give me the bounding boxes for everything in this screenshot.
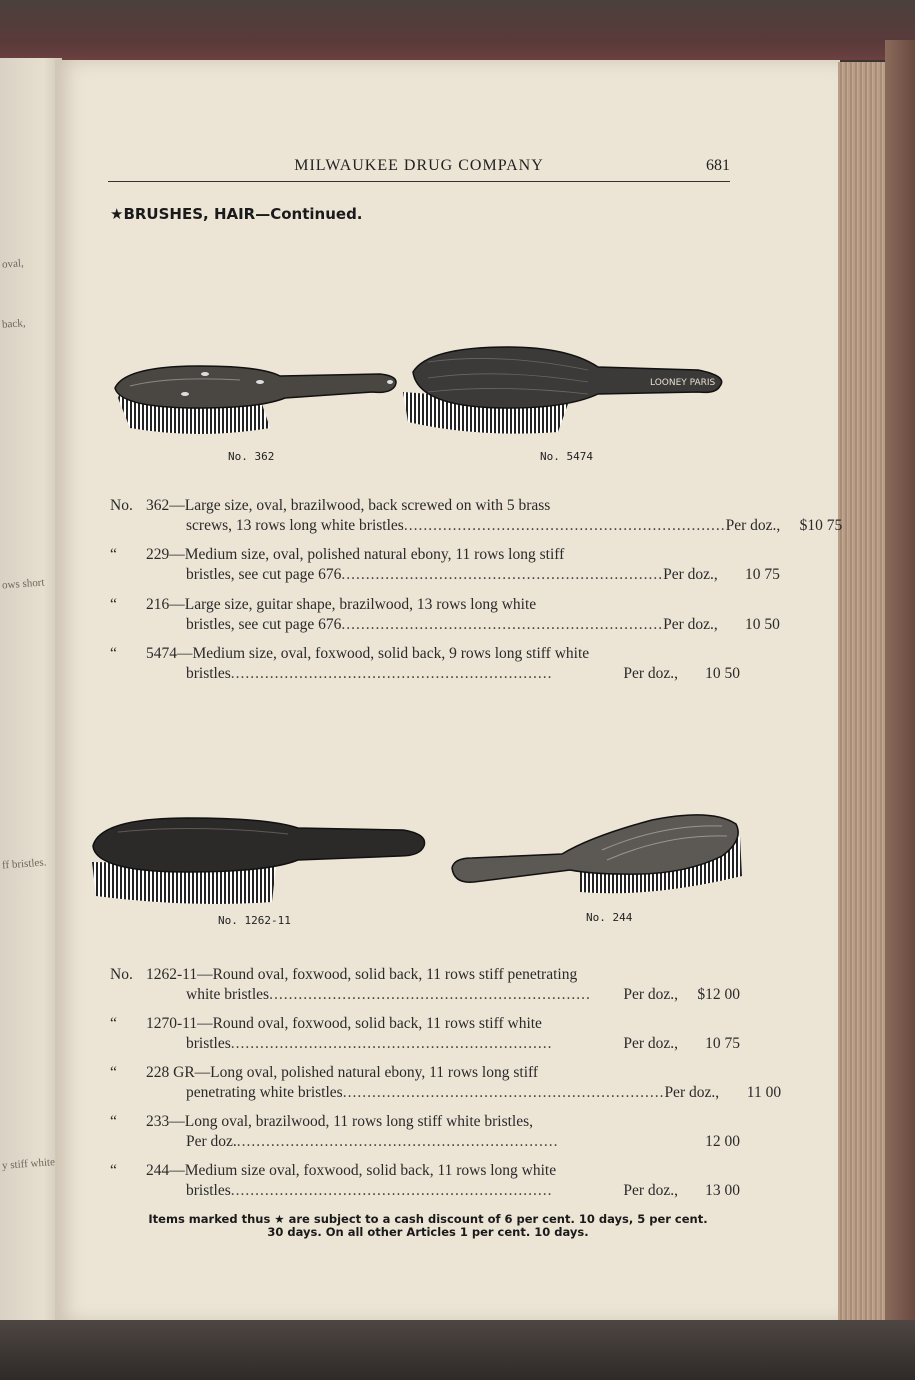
entry-price: $12 00 (697, 986, 740, 1003)
entry-price: 10 75 (705, 1035, 740, 1052)
entry-prefix: “ (110, 1162, 117, 1179)
list-item: “ 5474—Medium size, oval, foxwood, solid back, 9 rows long stiff white bristles .................................................................. Per doz., 10 50 (110, 645, 740, 682)
brush-1262-11-illustration (88, 810, 430, 908)
entry-description-cont: white bristles (186, 986, 270, 1003)
section-title: ★BRUSHES, HAIR—Continued. (110, 205, 363, 223)
image-label-5474: No. 5474 (540, 450, 593, 463)
entry-price: 12 00 (705, 1133, 740, 1150)
entry-prefix: “ (110, 1113, 117, 1130)
entry-unit: Per doz., (664, 1084, 720, 1101)
entry-prefix: “ (110, 1015, 117, 1032)
brush-244-illustration (452, 806, 744, 898)
list-item: “ 229—Medium size, oval, polished natural ebony, 11 rows long stiff bristles, see cut page 676 .................................................................. Per doz., 10 75 (110, 546, 780, 583)
page-number: 681 (706, 157, 730, 174)
discount-note-line1: Items marked thus ★ are subject to a cash discount of 6 per cent. 10 days, 5 per cent. (148, 1212, 708, 1226)
running-head (108, 157, 730, 182)
entry-description: 216—Large size, guitar shape, brazilwood, 13 rows long white (146, 596, 537, 613)
entry-description-cont: Per doz. (186, 1133, 237, 1150)
entry-prefix: No. (110, 497, 133, 514)
book-cover-top (0, 0, 915, 60)
entry-unit: Per doz., (623, 1182, 678, 1199)
entry-prefix: “ (110, 596, 117, 613)
entry-prefix: No. (110, 966, 133, 983)
brush-5474-illustration (398, 342, 728, 438)
discount-note (108, 1213, 748, 1239)
entry-unit: Per doz., (725, 517, 781, 534)
book-bottom (0, 1320, 915, 1380)
book-cover-edge (885, 40, 915, 1360)
entry-description-cont: penetrating white bristles (186, 1084, 343, 1101)
entry-description: 229—Medium size, oval, polished natural ebony, 11 rows long stiff (146, 546, 565, 563)
entry-description-cont: bristles, see cut page 676 (186, 566, 342, 583)
entry-price: 10 50 (705, 665, 740, 682)
brush-5474-stamp: LOONEY PARIS (650, 378, 716, 388)
entry-price: 13 00 (705, 1182, 740, 1199)
entry-price: $10 75 (799, 517, 843, 534)
list-item: “ 216—Large size, guitar shape, brazilwood, 13 rows long white bristles, see cut page 676 .................................................................. Per doz., 10 50 (110, 596, 780, 633)
list-item: “ 228 GR—Long oval, polished natural ebony, 11 rows long stiff penetrating white bristles .................................................................. Per doz., 11 00 (110, 1064, 782, 1101)
list-item: “ 233—Long oval, brazilwood, 11 rows long stiff white bristles, Per doz. .................................................................. 12 00 (110, 1113, 740, 1150)
entry-description-cont: bristles (186, 1035, 231, 1052)
running-title: MILWAUKEE DRUG COMPANY (294, 157, 544, 174)
list-item: “ 1270-11—Round oval, foxwood, solid back, 11 rows stiff white bristles .................................................................. Per doz., 10 75 (110, 1015, 740, 1052)
list-item: No. 362—Large size, oval, brazilwood, back screwed on with 5 brass screws, 13 rows long white bristles .................................................................. Per doz., $10 75 (110, 497, 843, 534)
entry-description: 362—Large size, oval, brazilwood, back screwed on with 5 brass (146, 497, 551, 514)
list-item: No. 1262-11—Round oval, foxwood, solid back, 11 rows stiff penetrating white bristles .................................................................. Per doz., $12 00 (110, 966, 740, 1003)
entry-unit: Per doz., (663, 566, 718, 583)
entry-description: 1270-11—Round oval, foxwood, solid back, 11 rows stiff white (146, 1015, 542, 1032)
entry-price: 10 50 (744, 616, 780, 633)
entry-description: 228 GR—Long oval, polished natural ebony, 11 rows long stiff (146, 1064, 539, 1081)
image-label-362: No. 362 (228, 450, 275, 463)
entry-prefix: “ (110, 1064, 117, 1081)
brush-362-illustration (110, 358, 400, 440)
list-item: “ 244—Medium size oval, foxwood, solid back, 11 rows long white bristles .................................................................. Per doz., 13 00 (110, 1162, 740, 1199)
entry-description-cont: bristles (186, 665, 231, 682)
entry-description: 244—Medium size oval, foxwood, solid back, 11 rows long white (146, 1162, 557, 1179)
entry-unit: Per doz., (623, 665, 678, 682)
entry-prefix: “ (110, 546, 117, 563)
entry-description-cont: screws, 13 rows long white bristles (186, 517, 404, 534)
facing-page-edge: oval, back, ows short ff bristles. y stiff white (0, 58, 62, 1348)
entry-description-cont: bristles, see cut page 676 (186, 616, 342, 633)
image-label-1262-11: No. 1262-11 (218, 914, 291, 927)
entry-price: 10 75 (744, 566, 780, 583)
entry-description: 5474—Medium size, oval, foxwood, solid back, 9 rows long stiff white (146, 645, 590, 662)
entry-description: 233—Long oval, brazilwood, 11 rows long stiff white bristles, (146, 1113, 534, 1130)
entry-unit: Per doz., (623, 1035, 678, 1052)
entry-unit: Per doz., (663, 616, 718, 633)
entry-price: 11 00 (746, 1084, 782, 1101)
entry-unit: Per doz., (623, 986, 678, 1003)
entry-prefix: “ (110, 645, 117, 662)
entry-description: 1262-11—Round oval, foxwood, solid back, 11 rows stiff penetrating (146, 966, 578, 983)
discount-note-line2: 30 days. On all other Articles 1 per cent. 10 days. (267, 1225, 589, 1239)
image-label-244: No. 244 (586, 911, 633, 924)
entry-description-cont: bristles (186, 1182, 231, 1199)
